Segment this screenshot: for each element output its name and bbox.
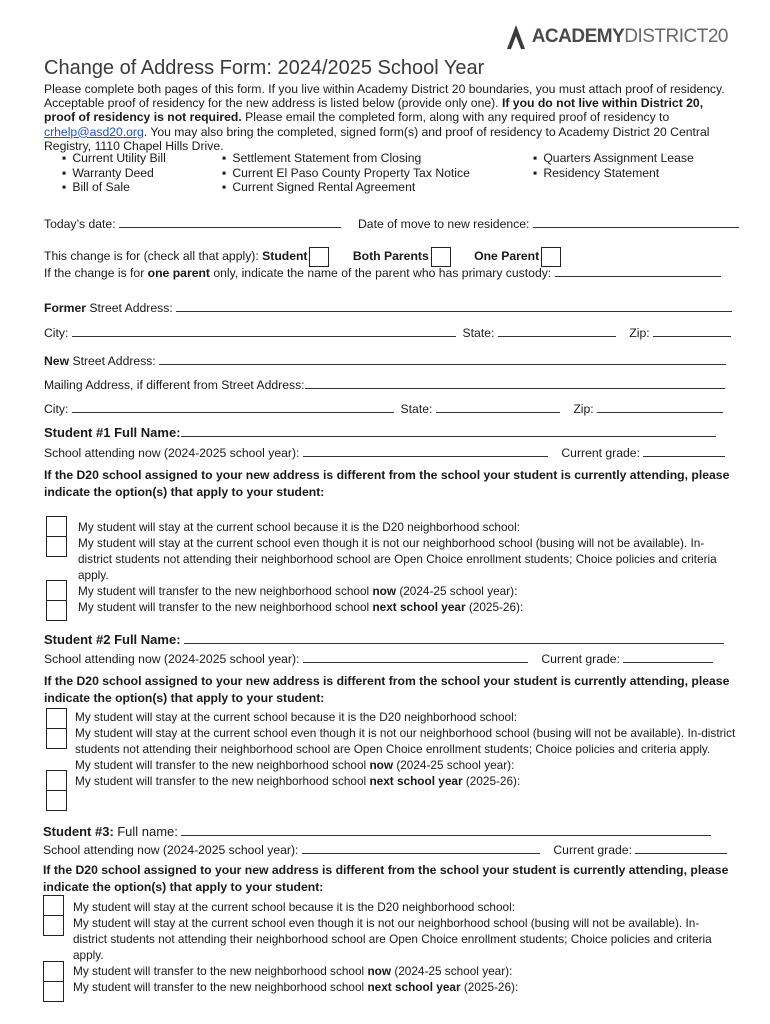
proof-item: ▪ Bill of Sale: [62, 180, 166, 195]
one-parent-checkbox[interactable]: [541, 247, 561, 267]
s3-option1-checkbox[interactable]: [43, 895, 64, 916]
student2-instruction: If the D20 school assigned to your new address is different from the school your student is currently attending, please indicate the option(s) that apply to your student:: [44, 674, 730, 705]
s2-option3-checkbox[interactable]: [46, 770, 67, 791]
district-logo: [506, 24, 728, 50]
s3-options: My student will stay at the current school because it is the D20 neighborhood school: My student will stay at the current school even though it is not our neighborhood school (busing will not be available). In-district students not attending their neighborhood school are Open Choice enrollment students; Choice policies and criteria apply. My student will transfer to the new neighborhood school now (2024-25 school year): My student will transfer to the new neighborhood school next school year (2025-26):: [73, 900, 712, 994]
student3-instruction: If the D20 school assigned to your new address is different from the school your student is currently attending, please indicate the option(s) that apply to your student:: [43, 863, 729, 894]
logo-wordmark: ACADEMYDISTRICT20: [531, 26, 728, 47]
proof-list-col3: [533, 151, 694, 180]
student1-school-row[interactable]: School attending now (2024-2025 school year): Current grade:: [44, 445, 725, 460]
mailing-address-field[interactable]: Mailing Address, if different from Street Address:: [44, 377, 725, 392]
intro-paragraph: Please complete both pages of this form. If you live within Academy District 20 boundaries, you must attach proof of residency. Acceptable proof of residency for the new address is listed below (provide only one). If you do not live within District 20, proof of residency is not required. Please email the completed form, along with any required proof of residency to crhelp@asd20.org. You may also bring the completed, signed form(s) and proof of residency to Academy District 20 Central Registry, 1110 Chapel Hills Drive.: [44, 82, 725, 153]
proof-item: ▪ Current El Paso County Property Tax Notice: [222, 166, 470, 181]
mailing-city-row[interactable]: City: State: Zip:: [44, 401, 723, 416]
student1-name-field[interactable]: Student #1 Full Name:: [44, 425, 716, 440]
s3-option3-checkbox[interactable]: [43, 961, 64, 982]
s3-option4-checkbox[interactable]: [43, 981, 64, 1002]
student-checkbox[interactable]: [309, 247, 329, 267]
student1-instruction: If the D20 school assigned to your new address is different from the school your student is currently attending, please indicate the option(s) that apply to your student:: [44, 468, 730, 499]
proof-item: ▪ Current Utility Bill: [62, 151, 166, 166]
proof-item: ▪ Warranty Deed: [62, 166, 166, 181]
former-street-field[interactable]: Former Street Address:: [44, 300, 732, 315]
custody-field[interactable]: If the change is for one parent only, indicate the name of the parent who has primary custody:: [44, 265, 721, 280]
student2-name-field[interactable]: Student #2 Full Name:: [44, 632, 724, 647]
email-link[interactable]: crhelp@asd20.org: [44, 124, 144, 139]
mountain-icon: [506, 24, 526, 50]
proof-item: ▪ Settlement Statement from Closing: [222, 151, 470, 166]
s2-options: My student will stay at the current school because it is the D20 neighborhood school: My student will stay at the current school even though it is not our neighborhood school (busing will not be available). In-district students not attending their neighborhood school are Open Choice enrollment students; Choice policies and criteria apply. My student will transfer to the new neighborhood school now (2024-25 school year): My student will transfer to the new neighborhood school next school year (2025-26):: [75, 710, 736, 788]
student3-name-field[interactable]: Student #3: Full name:: [43, 824, 711, 839]
s2-option1-checkbox[interactable]: [46, 708, 67, 729]
change-for-row: This change is for (check all that apply): Student Both Parents One Parent: [44, 247, 561, 267]
s1-options: My student will stay at the current school because it is the D20 neighborhood school: My student will stay at the current school even though it is not our neighborhood school (busing will not be available). In-district students not attending their neighborhood school are Open Choice enrollment students; Choice policies and criteria apply. My student will transfer to the new neighborhood school now (2024-25 school year): My student will transfer to the new neighborhood school next school year (2025-26):: [78, 520, 717, 614]
s1-option4-checkbox[interactable]: [46, 600, 67, 621]
move-date-field[interactable]: Date of move to new residence:: [358, 216, 739, 231]
s1-option1-checkbox[interactable]: [46, 516, 67, 537]
proof-item: ▪ Current Signed Rental Agreement: [222, 180, 470, 195]
s2-option2-checkbox[interactable]: [46, 728, 67, 749]
todays-date-field[interactable]: Today’s date:: [44, 216, 341, 231]
student2-school-row[interactable]: School attending now (2024-2025 school year): Current grade:: [44, 651, 713, 666]
proof-item: ▪ Quarters Assignment Lease: [533, 151, 694, 166]
both-parents-checkbox[interactable]: [431, 247, 451, 267]
page-title: Change of Address Form: 2024/2025 School Year: [44, 57, 485, 79]
student3-school-row[interactable]: School attending now (2024-2025 school year): Current grade:: [43, 842, 727, 857]
former-city-row[interactable]: City: State: Zip:: [44, 325, 731, 340]
s3-option2-checkbox[interactable]: [43, 915, 64, 936]
s1-option3-checkbox[interactable]: [46, 580, 67, 601]
s1-option2-checkbox[interactable]: [46, 536, 67, 557]
s2-option4-checkbox[interactable]: [46, 790, 67, 811]
proof-item: ▪ Residency Statement: [533, 166, 694, 181]
new-street-field[interactable]: New Street Address:: [44, 353, 726, 368]
proof-list-col2: [222, 151, 470, 195]
proof-list-col1: [62, 151, 166, 195]
